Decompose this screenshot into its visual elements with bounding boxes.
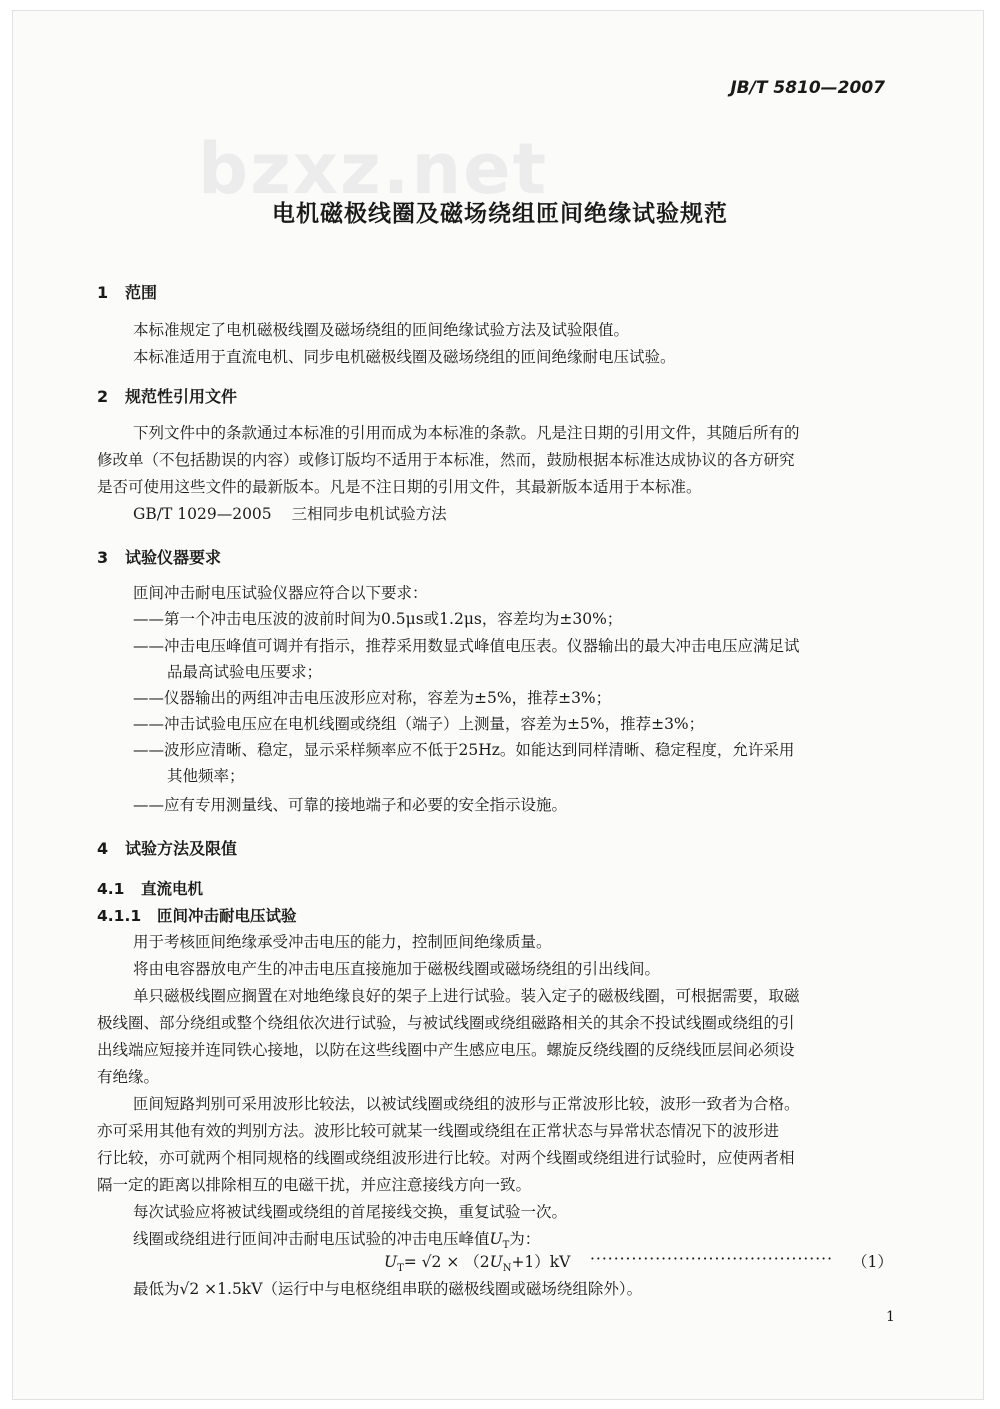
list-item: ——波形应清晰、稳定，显示采样频率应不低于25Hz。如能达到同样清晰、稳定程度，允许采用: [133, 741, 795, 759]
paragraph-line: 行比较，亦可就两个相同规格的线圈或绕组波形进行比较。对两个线圈或绕组进行试验时，应使两者相: [97, 1149, 795, 1167]
paragraph: 本标准规定了电机磁极线圈及磁场绕组的匝间绝缘试验方法及试验限值。: [133, 321, 630, 339]
paragraph-line: 隔一定的距离以排除相互的电磁干扰，并应注意接线方向一致。: [97, 1176, 532, 1194]
section-number: 2: [97, 387, 109, 406]
formula-intro: [133, 1227, 540, 1251]
section-number: 3: [97, 548, 109, 567]
paragraph-line: 单只磁极线圈应搁置在对地绝缘良好的架子上进行试验。装入定子的磁极线圈，可根据需要，取磁: [133, 987, 800, 1005]
list-item-continuation: 品最高试验电压要求；: [167, 663, 323, 681]
paragraph: 本标准适用于直流电机、同步电机磁极线圈及磁场绕组的匝间绝缘耐电压试验。: [133, 348, 676, 366]
formula-un: U: [489, 1253, 503, 1271]
subsection-number: 4.1.1: [97, 907, 142, 925]
paragraph-line: 极线圈、部分绕组或整个绕组依次进行试验，与被试线圈或绕组磁路相关的其余不投试线圈或绕组的引: [97, 1014, 795, 1032]
paragraph: 每次试验应将被试线圈或绕组的首尾接线交换，重复试验一次。: [133, 1203, 568, 1221]
section-title: 规范性引用文件: [125, 387, 238, 406]
subsection-title: 直流电机: [141, 880, 204, 898]
section-4-heading: [97, 836, 237, 859]
reference-code: GB/T 1029—2005: [133, 505, 272, 523]
formula-intro-end: 为：: [509, 1230, 541, 1248]
list-intro: 匝间冲击耐电压试验仪器应符合以下要求：: [133, 584, 428, 602]
paragraph-line: 是否可使用这些文件的最新版本。凡是不注日期的引用文件，其最新版本适用于本标准。: [97, 478, 702, 496]
list-item: ——仪器输出的两组冲击电压波形应对称，容差为±5%，推荐±3%；: [133, 689, 612, 707]
reference-title: 三相同步电机试验方法: [291, 505, 447, 523]
subsection-4-1-heading: [97, 877, 203, 899]
formula-lhs: U: [384, 1253, 398, 1271]
paragraph-line: 出线端应短接并连同铁心接地，以防在这些线圈中产生感应电压。螺旋反绕线圈的反绕线匝层间必须设: [97, 1041, 795, 1059]
section-title: 范围: [125, 283, 158, 302]
formula-symbol: U: [489, 1230, 503, 1248]
section-1-heading: [97, 280, 157, 303]
paragraph: 最低为√2 ×1.5kV（运行中与电枢绕组串联的磁极线圈或磁场绕组除外）。: [133, 1280, 643, 1298]
list-item-continuation: 其他频率；: [167, 767, 245, 785]
paragraph: 用于考核匝间绝缘承受冲击电压的能力，控制匝间绝缘质量。: [133, 933, 552, 951]
list-item: ——应有专用测量线、可靠的接地端子和必要的安全指示设施。: [133, 796, 568, 814]
formula-1: [384, 1250, 570, 1274]
watermark: bzxz.net: [198, 128, 549, 210]
formula-eq: = √2 × （2: [403, 1253, 490, 1271]
formula-lhs-sub: T: [397, 1263, 404, 1275]
formula-tail: +1）kV: [511, 1253, 571, 1271]
formula-symbol-sub: T: [502, 1240, 510, 1252]
subsection-title: 匝间冲击耐电压试验: [157, 907, 297, 925]
paragraph-line: 有绝缘。: [97, 1068, 160, 1086]
section-2-heading: [97, 384, 237, 407]
formula-leader-dots: ·········································: [590, 1250, 834, 1268]
standard-number: JB/T 5810—2007: [730, 78, 885, 98]
paragraph: 将由电容器放电产生的冲击电压直接施加于磁极线圈或磁场绕组的引出线间。: [133, 960, 661, 978]
formula-intro-text: 线圈或绕组进行匝间冲击耐电压试验的冲击电压峰值: [133, 1230, 490, 1248]
formula-number: （1）: [852, 1253, 893, 1271]
section-title: 试验仪器要求: [125, 548, 222, 567]
document-title: 电机磁极线圈及磁场绕组匝间绝缘试验规范: [272, 201, 728, 227]
list-item: ——第一个冲击电压波的波前时间为0.5μs或1.2μs，容差均为±30%；: [133, 610, 623, 628]
subsection-number: 4.1: [97, 880, 125, 898]
section-number: 1: [97, 283, 109, 302]
paragraph-line: 下列文件中的条款通过本标准的引用而成为本标准的条款。凡是注日期的引用文件，其随后所有的: [133, 424, 800, 442]
formula-un-sub: N: [502, 1263, 512, 1275]
list-item: ——冲击电压峰值可调并有指示，推荐采用数显式峰值电压表。仪器输出的最大冲击电压应满足试: [133, 637, 800, 655]
section-3-heading: [97, 545, 221, 568]
page-number: 1: [886, 1309, 895, 1325]
section-number: 4: [97, 839, 109, 858]
paragraph-line: 修改单（不包括勘误的内容）或修订版均不适用于本标准，然而，鼓励根据本标准达成协议的各方研究: [97, 451, 795, 469]
paragraph-line: 匝间短路判别可采用波形比较法，以被试线圈或绕组的波形与正常波形比较，波形一致者为合格。: [133, 1095, 800, 1113]
paragraph-line: 亦可采用其他有效的判别方法。波形比较可就某一线圈或绕组在正常状态与异常状态情况下的波形进: [97, 1122, 780, 1140]
normative-reference: [133, 502, 447, 524]
list-item: ——冲击试验电压应在电机线圈或绕组（端子）上测量，容差为±5%，推荐±3%；: [133, 715, 705, 733]
section-title: 试验方法及限值: [125, 839, 238, 858]
subsection-4-1-1-heading: [97, 904, 297, 926]
